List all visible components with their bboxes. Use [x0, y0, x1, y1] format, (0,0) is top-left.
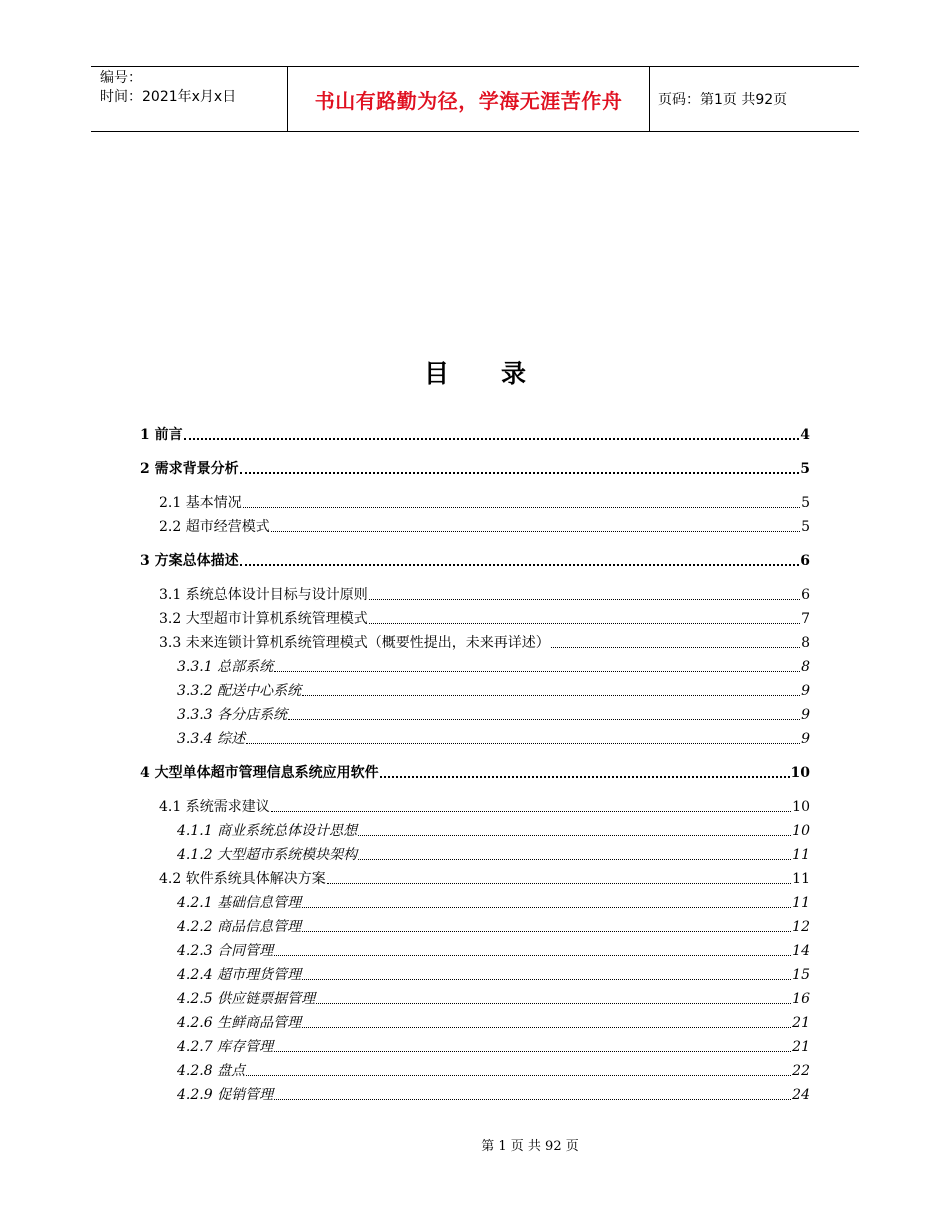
toc-leader-dots — [302, 979, 791, 980]
toc-entry[interactable] — [140, 678, 810, 700]
header-page-info: 页码：第1页 共92页 — [658, 92, 788, 108]
toc-entry[interactable] — [140, 890, 810, 912]
toc-entry-page: 11 — [792, 847, 810, 863]
toc-leader-dots — [551, 647, 800, 648]
toc-entry-label: 2.1 基本情况 — [159, 495, 242, 511]
toc-entry[interactable] — [140, 1082, 810, 1104]
toc-entry[interactable] — [140, 1058, 810, 1080]
toc-entry-page: 9 — [801, 683, 810, 699]
toc-entry-label: 3.3.1 总部系统 — [177, 659, 274, 675]
toc-entry-page: 9 — [801, 707, 810, 723]
toc-entry-label: 3.3.3 各分店系统 — [177, 707, 288, 723]
toc-leader-dots — [271, 811, 791, 812]
toc-entry-label: 4.2.9 促销管理 — [177, 1087, 274, 1103]
toc-title: 目录 — [423, 359, 578, 388]
toc-leader-dots — [288, 719, 800, 720]
toc-entry[interactable] — [140, 726, 810, 748]
header-motto: 书山有路勤为径，学海无涯苦作舟 — [287, 67, 650, 131]
toc-entry-page: 8 — [801, 659, 810, 675]
toc-leader-dots — [380, 776, 790, 778]
toc-entry-page: 9 — [801, 731, 810, 747]
toc-entry[interactable] — [140, 630, 810, 652]
toc-entry-label: 2 需求背景分析 — [140, 461, 239, 477]
toc-entry[interactable] — [140, 938, 810, 960]
toc-entry-label: 4.2.5 供应链票据管理 — [177, 991, 316, 1007]
page-footer: 第 1 页 共 92 页 — [481, 1139, 579, 1154]
toc-entry[interactable] — [140, 866, 810, 888]
toc-entry-label: 3.2 大型超市计算机系统管理模式 — [159, 611, 368, 627]
toc-entry-page: 10 — [792, 823, 810, 839]
toc-entry-label: 3.3.2 配送中心系统 — [177, 683, 302, 699]
toc-entry-label: 3.3 未来连锁计算机系统管理模式（概要性提出，未来再详述） — [159, 635, 550, 651]
toc-entry-page: 11 — [792, 871, 810, 887]
toc-entry-page: 7 — [801, 611, 810, 627]
toc-entry-page: 5 — [800, 461, 810, 477]
toc-entry-page: 10 — [792, 799, 810, 815]
toc-entry-label: 4.2.4 超市理货管理 — [177, 967, 302, 983]
toc-entry-label: 4.2.3 合同管理 — [177, 943, 274, 959]
toc-entry[interactable] — [140, 794, 810, 816]
toc-entry-label: 4.2.1 基础信息管理 — [177, 895, 302, 911]
toc-entry-label: 3.3.4 综述 — [177, 731, 246, 747]
toc-leader-dots — [274, 1099, 791, 1100]
toc-entry[interactable] — [140, 986, 810, 1008]
toc-entry[interactable] — [140, 490, 810, 512]
toc-entry[interactable] — [140, 1010, 810, 1032]
toc-entry-page: 22 — [792, 1063, 810, 1079]
toc-leader-dots — [302, 695, 800, 696]
toc-leader-dots — [302, 1027, 791, 1028]
toc-entry-label: 4.2.6 生鲜商品管理 — [177, 1015, 302, 1031]
toc-entry-page: 8 — [801, 635, 810, 651]
toc-entry-page: 21 — [792, 1015, 810, 1031]
toc-leader-dots — [327, 883, 791, 884]
toc-leader-dots — [271, 531, 800, 532]
toc-entry-page: 14 — [792, 943, 810, 959]
toc-leader-dots — [302, 907, 791, 908]
toc-entry[interactable] — [140, 702, 810, 724]
toc-entry[interactable] — [140, 606, 810, 628]
toc-entry-label: 4.2 软件系统具体解决方案 — [159, 871, 326, 887]
toc-leader-dots — [240, 564, 800, 566]
toc-leader-dots — [240, 472, 800, 474]
toc-entry-label: 4.2.7 库存管理 — [177, 1039, 274, 1055]
toc-entry-label: 4.1 系统需求建议 — [159, 799, 270, 815]
toc-entry-label: 4.1.2 大型超市系统模块架构 — [177, 847, 358, 863]
toc-entry-label: 2.2 超市经营模式 — [159, 519, 270, 535]
document-date: 时间：2021年x月x日 — [100, 89, 237, 105]
toc-entry-label: 4.1.1 商业系统总体设计思想 — [177, 823, 358, 839]
toc-entry[interactable] — [140, 548, 810, 570]
toc-entry-page: 11 — [792, 895, 810, 911]
toc-leader-dots — [369, 623, 800, 624]
toc-entry-page: 15 — [792, 967, 810, 983]
toc-entry[interactable] — [140, 514, 810, 536]
toc-leader-dots — [274, 1051, 791, 1052]
toc-leader-dots — [316, 1003, 791, 1004]
toc-entry[interactable] — [140, 914, 810, 936]
toc-leader-dots — [302, 931, 791, 932]
toc-leader-dots — [184, 438, 800, 440]
toc-leader-dots — [358, 835, 791, 836]
toc-entry-page: 10 — [790, 765, 810, 781]
toc-entry-page: 12 — [792, 919, 810, 935]
page-header — [91, 66, 859, 132]
toc-leader-dots — [246, 743, 800, 744]
toc-entry-label: 3.1 系统总体设计目标与设计原则 — [159, 587, 368, 603]
toc-entry-label: 4.2.8 盘点 — [177, 1063, 246, 1079]
toc-entry[interactable] — [140, 654, 810, 676]
toc-entry-label: 3 方案总体描述 — [140, 553, 239, 569]
toc-entry[interactable] — [140, 842, 810, 864]
toc-entry-page: 6 — [800, 553, 810, 569]
toc-entry-page: 6 — [801, 587, 810, 603]
toc-leader-dots — [358, 859, 791, 860]
toc-entry-page: 4 — [800, 427, 810, 443]
toc-leader-dots — [246, 1075, 791, 1076]
toc-entry[interactable] — [140, 1034, 810, 1056]
toc-entry-page: 16 — [792, 991, 810, 1007]
header-meta — [91, 67, 287, 131]
toc-entry[interactable] — [140, 456, 810, 478]
toc-entry-page: 24 — [792, 1087, 810, 1103]
toc-entry-page: 5 — [801, 519, 810, 535]
toc-leader-dots — [274, 955, 791, 956]
toc-entry-page: 5 — [801, 495, 810, 511]
toc-leader-dots — [369, 599, 800, 600]
toc-entry-label: 4.2.2 商品信息管理 — [177, 919, 302, 935]
toc-leader-dots — [274, 671, 800, 672]
toc-entry-page: 21 — [792, 1039, 810, 1055]
toc-entry[interactable] — [140, 422, 810, 444]
toc-entry[interactable] — [140, 582, 810, 604]
toc-entry[interactable] — [140, 818, 810, 840]
toc-entry-label: 4 大型单体超市管理信息系统应用软件 — [140, 765, 379, 781]
toc-entry[interactable] — [140, 962, 810, 984]
toc-entry-label: 1 前言 — [140, 427, 183, 443]
toc-entry[interactable] — [140, 760, 810, 782]
document-number-label: 编号： — [100, 70, 142, 86]
toc-leader-dots — [243, 507, 800, 508]
